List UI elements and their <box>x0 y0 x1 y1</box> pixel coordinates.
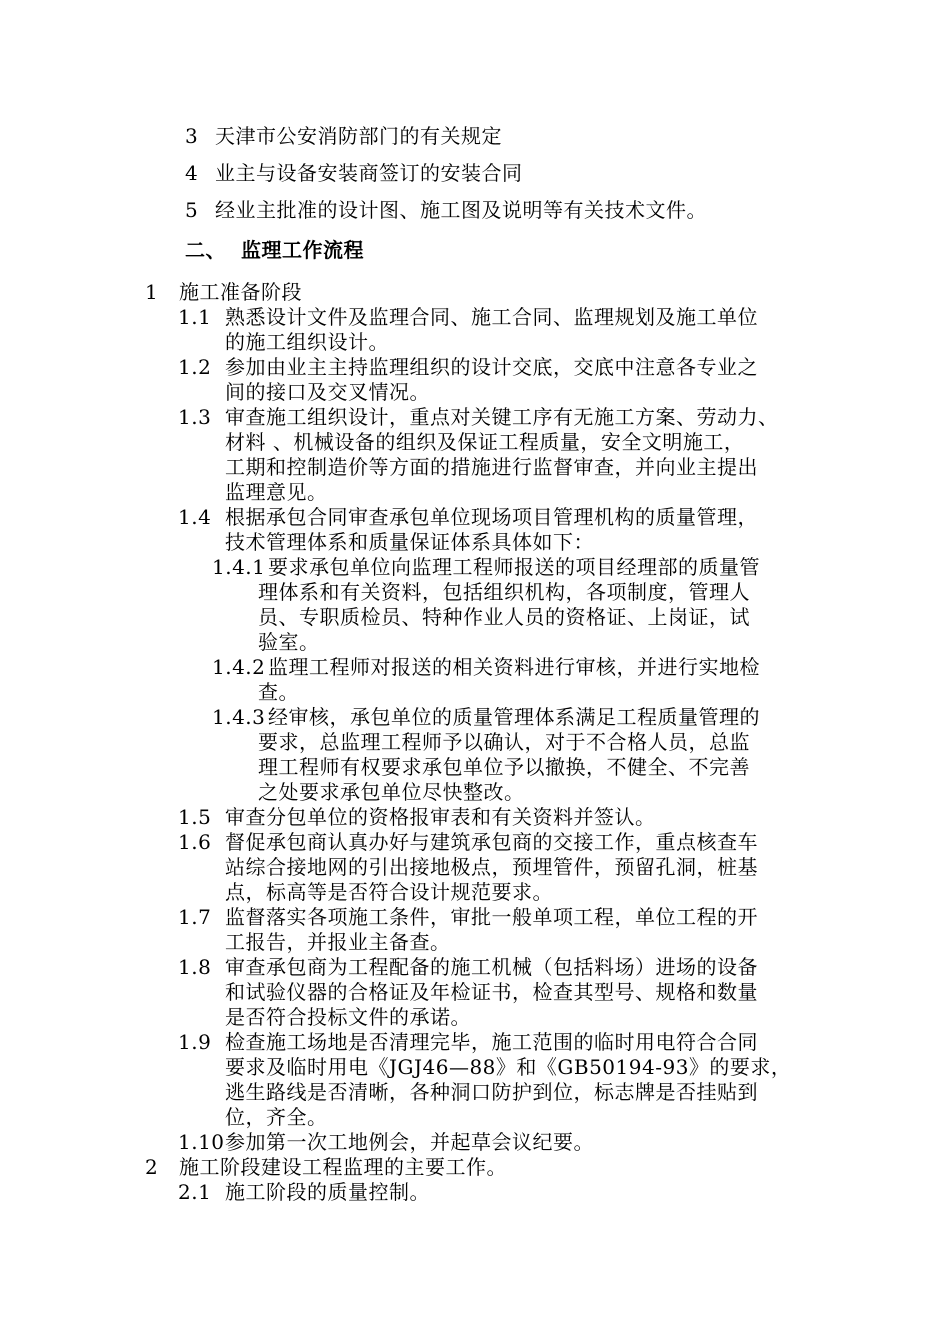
item-1-8-line: 是否符合投标文件的承诺。 <box>225 1005 471 1029</box>
item-1-1-line: 的施工组织设计。 <box>225 330 389 354</box>
heading-number: 二、 <box>185 238 226 262</box>
item-1-3-line: 监理意见。 <box>225 480 328 504</box>
item-1-2-line: 间的接口及交叉情况。 <box>225 380 430 404</box>
stage-number: 1 <box>145 280 159 304</box>
item-1-9-line: 要求及临时用电《JGJ46—88》和《GB50194-93》的要求， <box>225 1055 792 1079</box>
item-1-7-number: 1.7 <box>178 905 212 929</box>
item-1-4-1-number: 1.4.1 <box>212 555 266 579</box>
item-number: 2.1 <box>178 1180 212 1204</box>
heading-text: 监理工作流程 <box>241 238 364 262</box>
item-number: 4 <box>185 161 199 185</box>
item-1-10 <box>178 1130 594 1155</box>
item-1-4-line: 技术管理体系和质量保证体系具体如下： <box>225 530 594 554</box>
item-text: 经业主批准的设计图、施工图及说明等有关技术文件。 <box>215 198 707 222</box>
item-1-3-number: 1.3 <box>178 405 212 429</box>
item-text: 天津市公安消防部门的有关规定 <box>215 124 502 148</box>
item-text: 业主与设备安装商签订的安装合同 <box>215 161 523 185</box>
item-number: 5 <box>185 198 199 222</box>
item-1-4-number: 1.4 <box>178 505 212 529</box>
item-1-9-number: 1.9 <box>178 1030 212 1054</box>
item-1-6-number: 1.6 <box>178 830 212 854</box>
stage-text: 施工阶段建设工程监理的主要工作。 <box>179 1155 507 1179</box>
item-1-4-1-line: 验室。 <box>258 630 320 654</box>
item-1-1-number: 1.1 <box>178 305 212 329</box>
basis-item-3 <box>185 124 502 149</box>
item-1-6-line: 点，标高等是否符合设计规范要求。 <box>225 880 553 904</box>
item-1-4-3-line: 经审核，承包单位的质量管理体系满足工程质量管理的 <box>268 705 760 729</box>
stage-number: 2 <box>145 1155 159 1179</box>
item-1-1-line: 熟悉设计文件及监理合同、施工合同、监理规划及施工单位 <box>225 305 758 329</box>
item-1-9-line: 逃生路线是否清晰，各种洞口防护到位，标志牌是否挂贴到 <box>225 1080 758 1104</box>
item-1-4-2-number: 1.4.2 <box>212 655 266 679</box>
section-heading <box>185 238 364 263</box>
item-1-4-3-line: 理工程师有权要求承包单位予以撤换，不健全、不完善 <box>258 755 750 779</box>
item-1-6-line: 督促承包商认真办好与建筑承包商的交接工作，重点核查车 <box>225 830 758 854</box>
item-1-3-line: 材料 、机械设备的组织及保证工程质量，安全文明施工， <box>225 430 745 454</box>
item-2-1 <box>178 1180 430 1205</box>
stage-1-title <box>145 280 302 305</box>
item-1-3-line: 工期和控制造价等方面的措施进行监督审查，并向业主提出 <box>225 455 758 479</box>
item-1-4-1-line: 要求承包单位向监理工程师报送的项目经理部的质量管 <box>268 555 760 579</box>
basis-item-4 <box>185 161 523 186</box>
item-1-7-line: 监督落实各项施工条件，审批一般单项工程，单位工程的开 <box>225 905 758 929</box>
item-number: 1.10 <box>178 1130 225 1154</box>
item-1-4-3-line: 之处要求承包单位尽快整改。 <box>258 780 525 804</box>
stage-2-title <box>145 1155 507 1180</box>
item-1-4-1-line: 理体系和有关资料，包括组织机构，各项制度，管理人 <box>258 580 750 604</box>
item-1-4-2-line: 查。 <box>258 680 299 704</box>
basis-item-5 <box>185 198 707 223</box>
item-1-4-3-line: 要求，总监理工程师予以确认，对于不合格人员，总监 <box>258 730 750 754</box>
item-1-9-line: 位，齐全。 <box>225 1105 328 1129</box>
item-1-4-2-line: 监理工程师对报送的相关资料进行审核，并进行实地检 <box>268 655 760 679</box>
item-1-5-number: 1.5 <box>178 805 212 829</box>
item-1-8-line: 审查承包商为工程配备的施工机械（包括料场）进场的设备 <box>225 955 758 979</box>
item-1-8-line: 和试验仪器的合格证及年检证书，检查其型号、规格和数量 <box>225 980 758 1004</box>
item-1-7-line: 工报告，并报业主备查。 <box>225 930 451 954</box>
item-1-2-number: 1.2 <box>178 355 212 379</box>
item-1-4-3-number: 1.4.3 <box>212 705 266 729</box>
item-1-5-line: 审查分包单位的资格报审表和有关资料并签认。 <box>225 805 656 829</box>
item-1-8-number: 1.8 <box>178 955 212 979</box>
item-text: 参加第一次工地例会，并起草会议纪要。 <box>225 1130 594 1154</box>
item-1-9-line: 检查施工场地是否清理完毕，施工范围的临时用电符合合同 <box>225 1030 758 1054</box>
item-1-3-line: 审查施工组织设计，重点对关键工序有无施工方案、劳动力、 <box>225 405 779 429</box>
stage-text: 施工准备阶段 <box>179 280 302 304</box>
item-text: 施工阶段的质量控制。 <box>225 1180 430 1204</box>
item-1-6-line: 站综合接地网的引出接地极点，预埋管件，预留孔洞，桩基 <box>225 855 758 879</box>
item-number: 3 <box>185 124 199 148</box>
item-1-4-1-line: 员、专职质检员、特种作业人员的资格证、上岗证，试 <box>258 605 750 629</box>
item-1-4-line: 根据承包合同审查承包单位现场项目管理机构的质量管理， <box>225 505 758 529</box>
item-1-2-line: 参加由业主主持监理组织的设计交底，交底中注意各专业之 <box>225 355 758 379</box>
